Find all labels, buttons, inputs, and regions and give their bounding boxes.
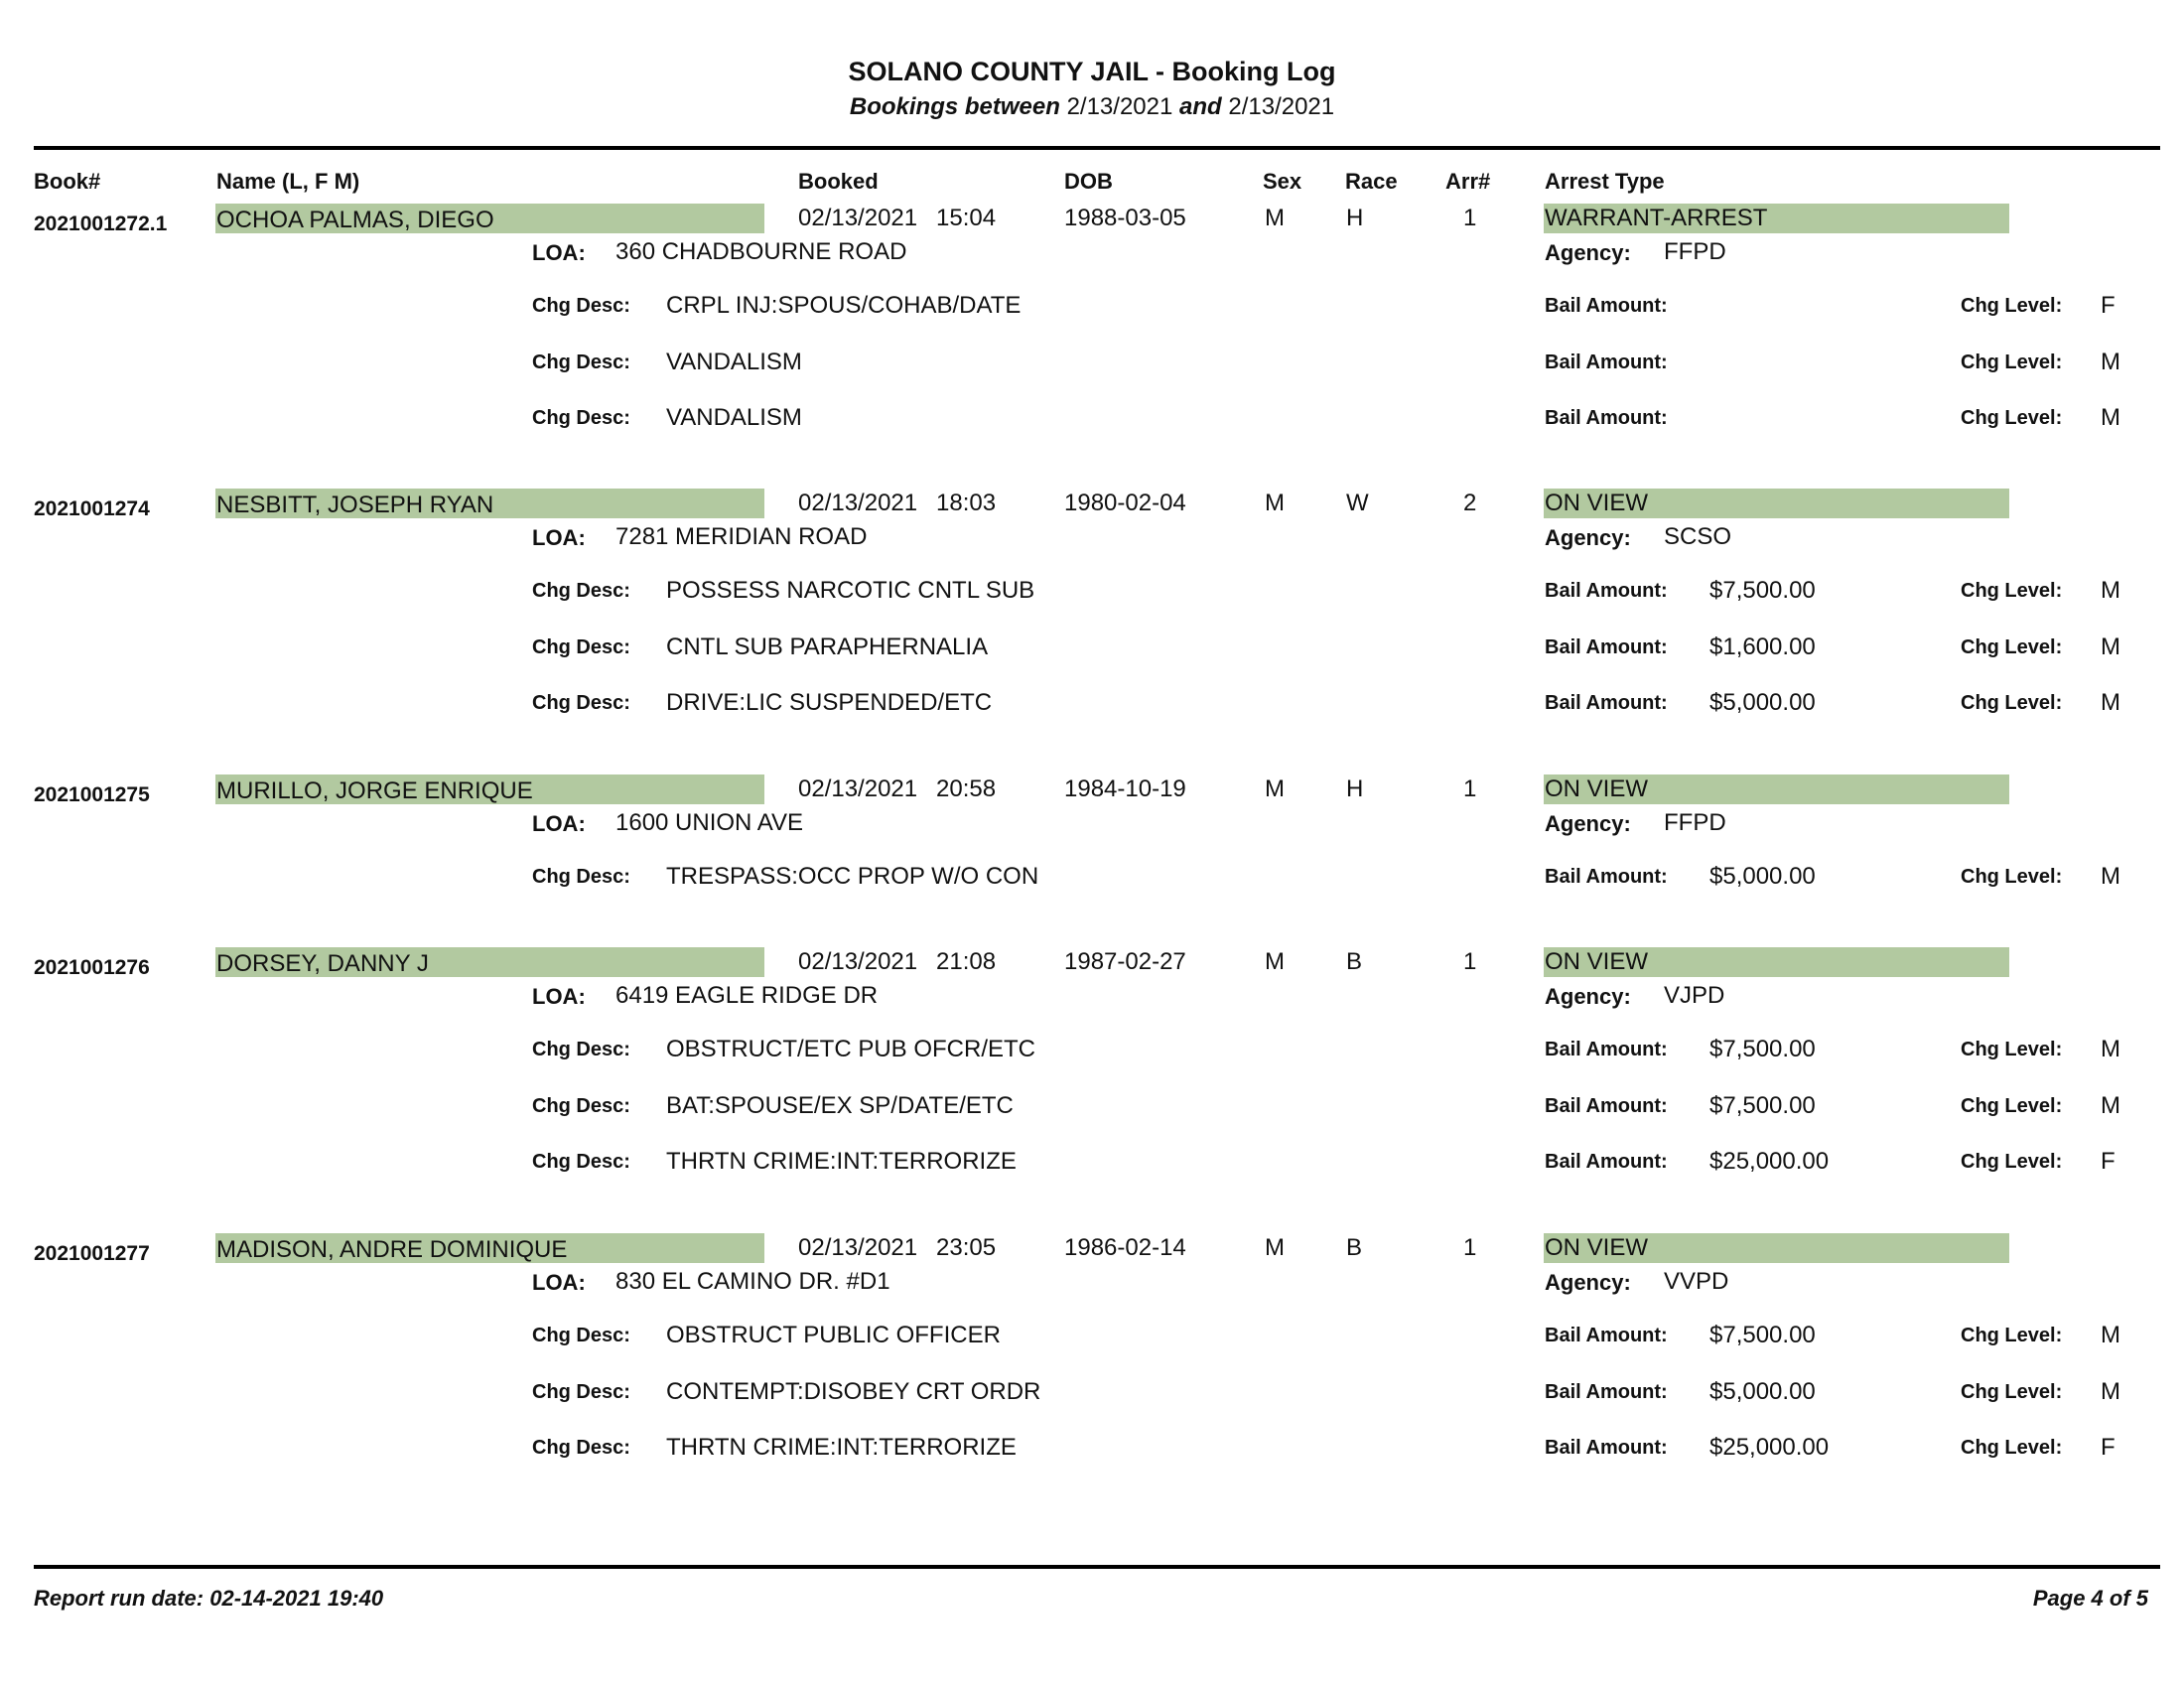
agency-label: Agency: [1545, 811, 1631, 836]
book-number: 2021001274 [34, 497, 150, 520]
loa-value: 6419 EAGLE RIDGE DR [615, 982, 879, 1009]
agency-label: Agency: [1545, 240, 1631, 265]
chg-desc-value: THRTN CRIME:INT:TERRORIZE [666, 1434, 1017, 1461]
race: B [1346, 1234, 1363, 1261]
bail-amount-value: $25,000.00 [1709, 1434, 1830, 1461]
book-number: 2021001272.1 [34, 212, 168, 235]
bail-amount-label: Bail Amount: [1545, 1039, 1668, 1060]
page-number: Page 4 of 5 [2032, 1586, 2148, 1611]
bail-amount-label: Bail Amount: [1545, 866, 1668, 888]
col-header-booked: Booked [798, 169, 879, 194]
loa-label: LOA: [532, 525, 586, 550]
agency-value: VJPD [1664, 982, 1725, 1009]
chg-level-value: M [2101, 633, 2120, 660]
agency-value: FFPD [1664, 809, 1726, 836]
sex: M [1265, 205, 1285, 231]
arrest-type: ON VIEW [1545, 948, 1649, 975]
chg-level-value: M [2101, 348, 2120, 375]
bail-amount-value: $7,500.00 [1709, 1091, 1816, 1119]
col-header-race: Race [1345, 169, 1398, 194]
chg-level-value: F [2101, 292, 2116, 319]
dob: 1987-02-27 [1064, 948, 1186, 975]
bail-amount-value: $5,000.00 [1709, 1377, 1816, 1405]
race: H [1346, 775, 1364, 802]
inmate-name: DORSEY, DANNY J [216, 950, 429, 977]
dob: 1980-02-04 [1064, 490, 1186, 516]
bail-amount-value: $25,000.00 [1709, 1148, 1830, 1175]
chg-level-label: Chg Level: [1961, 692, 2063, 714]
chg-desc-label: Chg Desc: [532, 1094, 630, 1117]
chg-level-value: M [2101, 404, 2120, 431]
date-from: 2/13/2021 [1066, 93, 1173, 120]
inmate-name: MURILLO, JORGE ENRIQUE [216, 777, 533, 804]
chg-level-value: M [2101, 1036, 2120, 1062]
col-header-sex: Sex [1263, 169, 1302, 194]
chg-desc-label: Chg Desc: [532, 1039, 630, 1060]
booked-date: 02/13/2021 [798, 775, 918, 802]
report-subtitle [0, 93, 2184, 121]
subtitle-prefix: Bookings between [849, 93, 1060, 120]
dob: 1986-02-14 [1064, 1234, 1186, 1261]
book-number: 2021001277 [34, 1242, 150, 1265]
chg-level-label: Chg Level: [1961, 1151, 2063, 1173]
chg-desc-label: Chg Desc: [532, 351, 630, 373]
chg-desc-label: Chg Desc: [532, 295, 630, 317]
chg-desc-label: Chg Desc: [532, 580, 630, 602]
arrest-number: 1 [1463, 205, 1477, 231]
booked-time: 23:05 [936, 1234, 997, 1261]
report-run-date: Report run date: 02-14-2021 19:40 [34, 1586, 384, 1611]
footer-rule [34, 1565, 2160, 1569]
arrest-number: 1 [1463, 948, 1477, 975]
report-title: SOLANO COUNTY JAIL - Booking Log [848, 57, 1336, 86]
col-header-book: Book# [34, 169, 101, 194]
bail-amount-label: Bail Amount: [1545, 1437, 1668, 1459]
bail-amount-value: $7,500.00 [1709, 1322, 1816, 1348]
booked-date: 02/13/2021 [798, 205, 918, 231]
chg-level-value: M [2101, 577, 2120, 604]
chg-desc-label: Chg Desc: [532, 1437, 630, 1459]
agency-label: Agency: [1545, 984, 1631, 1009]
chg-desc-label: Chg Desc: [532, 635, 630, 658]
inmate-name: OCHOA PALMAS, DIEGO [216, 207, 494, 233]
chg-level-value: M [2101, 863, 2120, 890]
agency-value: FFPD [1664, 238, 1726, 265]
bail-amount-label: Bail Amount: [1545, 580, 1668, 602]
sex: M [1265, 948, 1285, 975]
bail-amount-label: Bail Amount: [1545, 1325, 1668, 1346]
chg-level-label: Chg Level: [1961, 295, 2063, 317]
chg-desc-value: BAT:SPOUSE/EX SP/DATE/ETC [666, 1091, 1014, 1119]
chg-desc-value: OBSTRUCT PUBLIC OFFICER [666, 1322, 1001, 1348]
chg-desc-label: Chg Desc: [532, 1151, 630, 1173]
bail-amount-label: Bail Amount: [1545, 351, 1668, 373]
chg-level-label: Chg Level: [1961, 1039, 2063, 1060]
chg-level-value: M [2101, 689, 2120, 716]
header-rule [34, 146, 2160, 150]
arrest-number: 1 [1463, 1234, 1477, 1261]
bail-amount-label: Bail Amount: [1545, 692, 1668, 714]
arrest-type: ON VIEW [1545, 490, 1649, 516]
sex: M [1265, 1234, 1285, 1261]
booked-time: 20:58 [936, 775, 997, 802]
booked-time: 15:04 [936, 205, 997, 231]
sex: M [1265, 490, 1285, 516]
col-header-arr: Arr# [1445, 169, 1491, 194]
bail-amount-label: Bail Amount: [1545, 1094, 1668, 1117]
chg-level-label: Chg Level: [1961, 1380, 2063, 1403]
loa-value: 360 CHADBOURNE ROAD [615, 238, 907, 265]
bail-amount-label: Bail Amount: [1545, 407, 1668, 429]
chg-level-value: M [2101, 1322, 2120, 1348]
chg-level-label: Chg Level: [1961, 351, 2063, 373]
chg-desc-label: Chg Desc: [532, 866, 630, 888]
agency-label: Agency: [1545, 525, 1631, 550]
booked-time: 21:08 [936, 948, 997, 975]
chg-level-value: M [2101, 1091, 2120, 1119]
chg-desc-value: CNTL SUB PARAPHERNALIA [666, 633, 989, 660]
loa-label: LOA: [532, 240, 586, 265]
bail-amount-label: Bail Amount: [1545, 1151, 1668, 1173]
chg-desc-value: POSSESS NARCOTIC CNTL SUB [666, 577, 1035, 604]
chg-level-value: M [2101, 1377, 2120, 1405]
chg-level-label: Chg Level: [1961, 1094, 2063, 1117]
loa-value: 1600 UNION AVE [615, 809, 803, 836]
booked-time: 18:03 [936, 490, 997, 516]
inmate-name: NESBITT, JOSEPH RYAN [216, 492, 494, 518]
arrest-type: ON VIEW [1545, 1234, 1649, 1261]
date-to: 2/13/2021 [1228, 93, 1335, 120]
agency-label: Agency: [1545, 1270, 1631, 1295]
race: W [1346, 490, 1369, 516]
chg-desc-value: VANDALISM [666, 348, 802, 375]
chg-level-value: F [2101, 1148, 2116, 1175]
bail-amount-value: $1,600.00 [1709, 633, 1816, 660]
chg-desc-value: THRTN CRIME:INT:TERRORIZE [666, 1148, 1017, 1175]
chg-level-label: Chg Level: [1961, 407, 2063, 429]
chg-level-label: Chg Level: [1961, 635, 2063, 658]
dob: 1988-03-05 [1064, 205, 1186, 231]
chg-level-label: Chg Level: [1961, 866, 2063, 888]
agency-value: VVPD [1664, 1268, 1729, 1295]
booked-date: 02/13/2021 [798, 948, 918, 975]
bail-amount-value: $7,500.00 [1709, 1036, 1816, 1062]
chg-desc-label: Chg Desc: [532, 1325, 630, 1346]
book-number: 2021001275 [34, 783, 150, 806]
chg-desc-label: Chg Desc: [532, 692, 630, 714]
booked-date: 02/13/2021 [798, 1234, 918, 1261]
chg-level-label: Chg Level: [1961, 1325, 2063, 1346]
loa-label: LOA: [532, 984, 586, 1009]
bail-amount-label: Bail Amount: [1545, 1380, 1668, 1403]
bail-amount-value: $5,000.00 [1709, 863, 1816, 890]
race: H [1346, 205, 1364, 231]
loa-label: LOA: [532, 1270, 586, 1295]
loa-label: LOA: [532, 811, 586, 836]
sex: M [1265, 775, 1285, 802]
loa-value: 830 EL CAMINO DR. #D1 [615, 1268, 890, 1295]
chg-desc-value: VANDALISM [666, 404, 802, 431]
arrest-type: WARRANT-ARREST [1545, 205, 1768, 231]
chg-level-label: Chg Level: [1961, 1437, 2063, 1459]
col-header-arrest-type: Arrest Type [1545, 169, 1665, 194]
chg-desc-value: TRESPASS:OCC PROP W/O CON [666, 863, 1039, 890]
bail-amount-value: $7,500.00 [1709, 577, 1816, 604]
bail-amount-value: $5,000.00 [1709, 689, 1816, 716]
chg-desc-value: CONTEMPT:DISOBEY CRT ORDR [666, 1377, 1041, 1405]
race: B [1346, 948, 1363, 975]
agency-value: SCSO [1664, 523, 1732, 550]
subtitle-and: and [1179, 93, 1222, 120]
col-header-dob: DOB [1064, 169, 1113, 194]
chg-desc-label: Chg Desc: [532, 407, 630, 429]
loa-value: 7281 MERIDIAN ROAD [615, 523, 868, 550]
chg-desc-value: CRPL INJ:SPOUS/COHAB/DATE [666, 292, 1022, 319]
bail-amount-label: Bail Amount: [1545, 635, 1668, 658]
chg-desc-value: OBSTRUCT/ETC PUB OFCR/ETC [666, 1036, 1036, 1062]
arrest-number: 1 [1463, 775, 1477, 802]
inmate-name: MADISON, ANDRE DOMINIQUE [216, 1236, 568, 1263]
dob: 1984-10-19 [1064, 775, 1186, 802]
arrest-type: ON VIEW [1545, 775, 1649, 802]
arrest-number: 2 [1463, 490, 1477, 516]
chg-desc-value: DRIVE:LIC SUSPENDED/ETC [666, 689, 993, 716]
col-header-name: Name (L, F M) [216, 169, 360, 194]
chg-desc-label: Chg Desc: [532, 1380, 630, 1403]
bail-amount-label: Bail Amount: [1545, 295, 1668, 317]
booked-date: 02/13/2021 [798, 490, 918, 516]
book-number: 2021001276 [34, 956, 150, 979]
chg-level-value: F [2101, 1434, 2116, 1461]
chg-level-label: Chg Level: [1961, 580, 2063, 602]
